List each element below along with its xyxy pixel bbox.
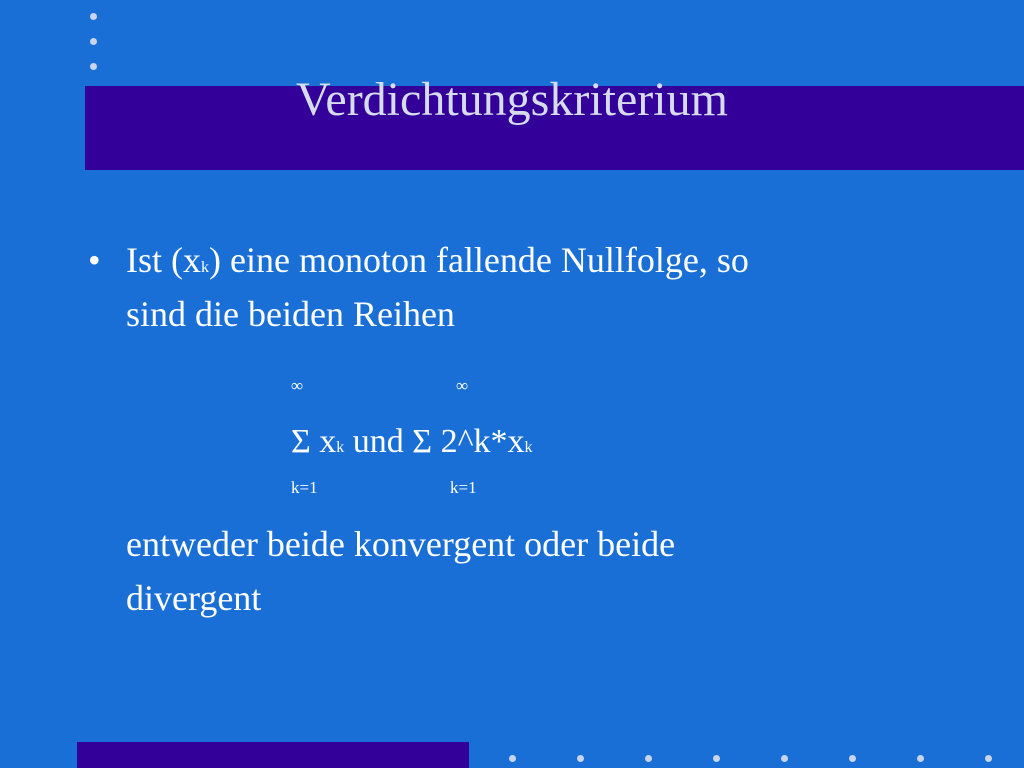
decor-dot <box>713 755 720 762</box>
bullet-marker: • <box>88 240 101 280</box>
body-line-3: entweder beide konvergent oder beide <box>126 524 676 564</box>
decor-dot <box>645 755 652 762</box>
formula-subscript-1: k <box>336 439 345 456</box>
body-line-4: divergent <box>126 578 262 618</box>
decor-dot <box>849 755 856 762</box>
decor-dot <box>917 755 924 762</box>
lower-limit-2: k=1 <box>450 478 477 497</box>
series-formula <box>291 418 533 472</box>
formula-subscript-2: k <box>524 439 533 456</box>
formula-mid: und Σ 2^k*x <box>344 423 525 460</box>
line1-pre: Ist (x <box>126 240 201 280</box>
decor-dot <box>577 755 584 762</box>
decor-dot <box>90 63 97 70</box>
decor-dot <box>781 755 788 762</box>
bottom-bar <box>77 742 469 768</box>
upper-limit-1: ∞ <box>291 376 304 395</box>
decor-dot <box>985 755 992 762</box>
body-line-2: sind die beiden Reihen <box>126 294 455 334</box>
slide-title: Verdichtungskriterium <box>296 73 728 126</box>
line1-post: ) eine monoton fallende Nullfolge, so <box>209 240 749 280</box>
lower-limit-1: k=1 <box>291 478 318 497</box>
body-line-1 <box>126 236 749 292</box>
line1-subscript: k <box>201 259 209 276</box>
decor-dot <box>90 38 97 45</box>
upper-limit-2: ∞ <box>456 376 469 395</box>
formula-sum1: Σ x <box>291 423 337 460</box>
decor-dot <box>90 13 97 20</box>
decor-dot <box>509 755 516 762</box>
